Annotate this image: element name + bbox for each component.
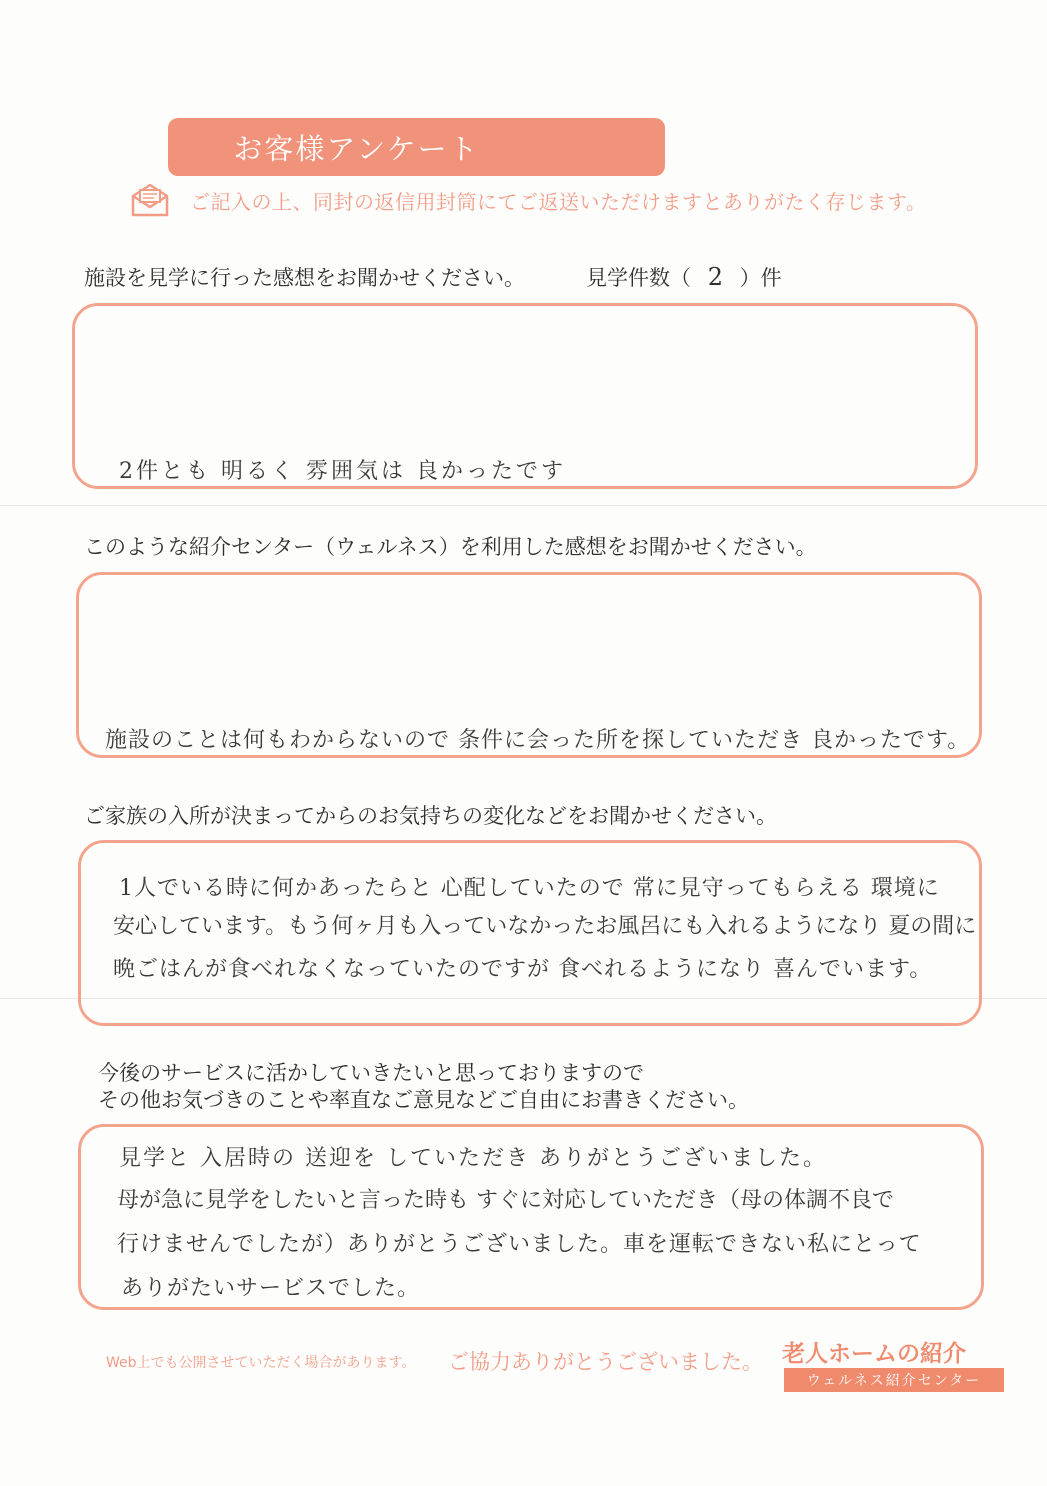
visit-count bbox=[586, 262, 782, 292]
question-1: 施設を見学に行った感想をお聞かせください。 bbox=[84, 266, 525, 290]
instructions-text: ご記入の上、同封の返信用封筒にてご返送いただけますとありがたく存じます。 bbox=[190, 190, 927, 214]
answer-1-line: 2件とも 明るく 雰囲気は 良かったです bbox=[119, 459, 566, 484]
visit-count-value: 2 bbox=[707, 263, 723, 291]
answer-2-line: 施設のことは何もわからないので 条件に会った所を探していただき 良かったです。 bbox=[105, 728, 971, 753]
answer-box-1 bbox=[72, 303, 978, 489]
title-banner bbox=[168, 118, 665, 176]
publication-note: Web上でも公開させていただく場合があります。 bbox=[106, 1355, 416, 1371]
visit-count-unit: ）件 bbox=[739, 266, 782, 290]
logo-sub-text: ウェルネス紹介センター bbox=[806, 1373, 982, 1389]
visit-count-label: 見学件数（ bbox=[586, 266, 691, 290]
answer-4-line-2: 母が急に見学をしたいと言った時も すぐに対応していただき（母の体調不良で bbox=[117, 1188, 894, 1213]
answer-3-line-3: 晩ごはんが食べれなくなっていたのですが 食べれるようになり 喜んでいます。 bbox=[113, 957, 933, 982]
thanks-text: ご協力ありがとうございました。 bbox=[448, 1350, 763, 1374]
logo-main-text: 老人ホームの紹介 bbox=[782, 1341, 966, 1367]
question-4-line-1: 今後のサービスに活かしていきたいと思っておりますので bbox=[98, 1061, 644, 1085]
answer-box-4 bbox=[78, 1124, 984, 1310]
question-4-line-2: その他お気づきのことや率直なご意見などご自由にお書きください。 bbox=[98, 1088, 749, 1112]
paper-fold bbox=[0, 505, 1047, 506]
answer-3-line-1: 1人でいる時に何かあったらと 心配していたので 常に見守ってもらえる 環境に bbox=[119, 876, 940, 901]
answer-box-2 bbox=[76, 572, 982, 758]
answer-4-line-3: 行けませんでしたが）ありがとうございました。車を運転できない私にとって bbox=[117, 1232, 922, 1257]
page-title: お客様アンケート bbox=[233, 131, 480, 166]
answer-box-3 bbox=[78, 840, 982, 1026]
logo-sub-banner bbox=[784, 1368, 1004, 1392]
question-2: このような紹介センター（ウェルネス）を利用した感想をお聞かせください。 bbox=[84, 535, 817, 559]
question-3: ご家族の入所が決まってからのお気持ちの変化などをお聞かせください。 bbox=[84, 804, 777, 828]
answer-4-line-1: 見学と 入居時の 送迎を していただき ありがとうございました。 bbox=[119, 1146, 827, 1171]
envelope-icon bbox=[130, 182, 170, 218]
answer-3-line-2: 安心しています。もう何ヶ月も入っていなかったお風呂にも入れるようになり 夏の間に bbox=[113, 914, 977, 939]
answer-4-line-4: ありがたいサービスでした。 bbox=[121, 1276, 421, 1301]
